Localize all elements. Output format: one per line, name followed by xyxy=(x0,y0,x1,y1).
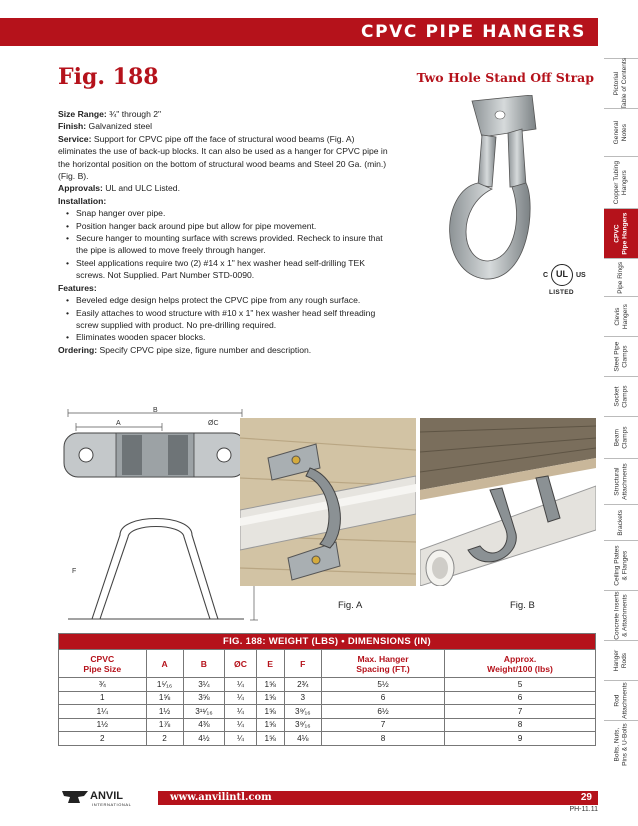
table-cell: 1⅝ xyxy=(146,691,183,705)
list-item: • Eliminates wooden spacer blocks. xyxy=(66,331,388,343)
section-tab-label: Pictorial xyxy=(613,71,621,96)
table-cell: 1½ xyxy=(146,705,183,719)
section-tab[interactable] xyxy=(604,680,638,720)
table-cell: 9 xyxy=(445,732,596,746)
table-cell: ¼ xyxy=(225,718,256,732)
table-caption-row xyxy=(59,634,596,650)
ul-listed-mark: C UL US LISTED xyxy=(543,262,591,300)
finish: Finish: Galvanized steel xyxy=(58,121,153,132)
section-tab[interactable] xyxy=(604,720,638,768)
table-cell: 2¾ xyxy=(284,678,321,692)
section-tab[interactable] xyxy=(604,504,638,540)
table-cell: 8 xyxy=(321,732,444,746)
table-cell: 1⅝ xyxy=(256,678,284,692)
spec-block xyxy=(58,108,388,356)
section-tab-label: Copper Tubing xyxy=(613,160,621,205)
col-header-spacing: Max. Hanger Spacing (FT.) xyxy=(321,650,444,678)
approvals: Approvals: UL and ULC Listed. xyxy=(58,183,180,194)
section-tab-label: Concrete Inserts xyxy=(613,591,621,640)
table-row xyxy=(59,678,596,692)
col-header-f: F xyxy=(284,650,321,678)
section-tab-label: Table of Contents xyxy=(621,57,629,110)
section-tab-label: Pins & U-Bolts xyxy=(621,723,629,766)
table-cell: 1¼ xyxy=(59,705,147,719)
section-tab-label: Hanger xyxy=(613,649,621,672)
svg-text:INTERNATIONAL: INTERNATIONAL xyxy=(92,802,132,807)
section-tab-label: CPVC xyxy=(613,224,621,243)
table-cell: 1⅝ xyxy=(256,732,284,746)
table-cell: 1⅞ xyxy=(146,718,183,732)
table-cell: 1⁵⁄₁₆ xyxy=(146,678,183,692)
table-cell: 5½ xyxy=(321,678,444,692)
dimension-drawing xyxy=(58,405,263,625)
section-tab-label: Brackets xyxy=(617,509,625,536)
col-header-pipe-size: CPVC Pipe Size xyxy=(59,650,147,678)
section-tab-label: Ceiling Plates xyxy=(613,545,621,586)
installation-list xyxy=(66,207,388,281)
section-tab-label: Socket xyxy=(613,386,621,407)
table-cell: 6½ xyxy=(321,705,444,719)
section-tab-label: Rod xyxy=(613,694,621,707)
section-tab-label: Hangers xyxy=(621,304,628,329)
dim-label-f: F xyxy=(72,568,77,575)
table-cell: 2 xyxy=(59,732,147,746)
table-cell: 1 xyxy=(59,691,147,705)
table-body xyxy=(59,678,596,746)
service: Service: Support for CPVC pipe off the face of structural wood beams (Fig. A) eliminates the use of back-up blocks. It can also be used as a hanger for CPVC pipe in the horizontal position on the bottom of structural wood beams and Steel 20 Ga. (min.) (Fig. B). xyxy=(58,133,388,182)
section-tab-label: Clamps xyxy=(620,426,628,449)
section-tab-label: Rods xyxy=(620,652,628,669)
table-header-row xyxy=(59,650,596,678)
section-tab[interactable] xyxy=(604,108,638,156)
footer xyxy=(58,784,598,808)
table-cell: 1⅝ xyxy=(256,718,284,732)
section-tab[interactable] xyxy=(604,458,638,504)
section-tab-label: Steel Pipe xyxy=(613,341,621,372)
section-tab-label: Bolts, Nuts, xyxy=(613,727,621,762)
section-tab-label: Attachments xyxy=(621,463,628,500)
list-item: • Steel applications require two (2) #14 x 1" hex washer head self-drilling TEK screws. Not Supplied. Part Number STD-0090. xyxy=(66,257,388,282)
table-cell: 1½ xyxy=(59,718,147,732)
section-tab[interactable] xyxy=(604,590,638,640)
section-tab[interactable] xyxy=(604,540,638,590)
document-code: PH-11.11 xyxy=(569,806,598,813)
table-cell: 3⅝ xyxy=(183,691,225,705)
section-tab[interactable] xyxy=(604,208,638,258)
section-tab[interactable] xyxy=(604,58,638,108)
list-item: • Beveled edge design helps protect the CPVC pipe from any rough surface. xyxy=(66,294,388,306)
table-cell: ¼ xyxy=(225,705,256,719)
dim-label-b: B xyxy=(153,407,158,414)
section-tab-label: & Attachments xyxy=(621,594,628,637)
list-item: • Position hanger back around pipe but allow for pipe movement. xyxy=(66,220,388,232)
page-number: 29 xyxy=(580,792,592,803)
figure-subtitle: Two Hole Stand Off Strap xyxy=(416,70,594,85)
website-link[interactable]: www.anvilintl.com xyxy=(170,792,272,803)
list-item: • Snap hanger over pipe. xyxy=(66,207,388,219)
list-item: • Secure hanger to mounting surface with screws provided. Recheck to insure that the pipe is allowed to move freely through hanger. xyxy=(66,232,388,257)
table-cell: ¼ xyxy=(225,691,256,705)
section-tab-label: Beam xyxy=(613,428,621,447)
section-tab-label: Notes xyxy=(621,123,628,142)
section-tab[interactable] xyxy=(604,416,638,458)
table-cell: 7 xyxy=(321,718,444,732)
header-bar xyxy=(0,18,598,46)
table-cell: 4½ xyxy=(183,732,225,746)
table-cell: 2 xyxy=(146,732,183,746)
caption-fig-a: Fig. A xyxy=(338,600,363,611)
col-header-c: ØC xyxy=(225,650,256,678)
section-tab-label: Structural xyxy=(613,467,621,496)
caption-fig-b: Fig. B xyxy=(510,600,535,611)
table-cell: 3⁹⁄₁₆ xyxy=(284,705,321,719)
section-tab-label: Pipe Hangers xyxy=(621,212,628,255)
table-cell: 1⅝ xyxy=(256,691,284,705)
col-header-b: B xyxy=(183,650,225,678)
table-caption: FIG. 188: WEIGHT (LBS) • DIMENSIONS (IN) xyxy=(59,634,596,650)
table-cell: 1⅝ xyxy=(256,705,284,719)
dimension-table xyxy=(58,633,596,746)
table-cell: 4⅛ xyxy=(284,732,321,746)
features-list xyxy=(66,294,388,344)
features-heading: Features: xyxy=(58,282,97,293)
installation-heading: Installation: xyxy=(58,195,107,206)
table-cell: 3¼ xyxy=(183,678,225,692)
col-header-a: A xyxy=(146,650,183,678)
section-tab-strip xyxy=(604,58,638,818)
ordering: Ordering: Specify CPVC pipe size, figure number and description. xyxy=(58,344,312,355)
section-tab-label: Attachments xyxy=(621,682,628,719)
table-row xyxy=(59,718,596,732)
table-cell: 7 xyxy=(445,705,596,719)
dim-label-c: ØC xyxy=(208,420,219,427)
table-cell: 5 xyxy=(445,678,596,692)
table-cell: 3¹¹⁄₁₆ xyxy=(183,705,225,719)
table-cell: ¾ xyxy=(59,678,147,692)
col-header-weight: Approx. Weight/100 (lbs) xyxy=(445,650,596,678)
table-row xyxy=(59,691,596,705)
table-row xyxy=(59,705,596,719)
section-tab[interactable] xyxy=(604,296,638,336)
list-item: • Easily attaches to wood structure with #10 x 1" hex washer head self threading screw supplied with product. No pre-drilling required. xyxy=(66,307,388,332)
size-range: Size Range: ¾" through 2" xyxy=(58,109,162,119)
section-tab-label: & Flanges xyxy=(621,550,629,581)
table-cell: 3⁹⁄₁₆ xyxy=(284,718,321,732)
section-tab-label: Clamps xyxy=(621,345,628,368)
section-tab[interactable] xyxy=(604,258,638,296)
installation-photo-b xyxy=(420,418,596,586)
figure-title: Fig. 188 xyxy=(58,64,159,90)
section-tab[interactable] xyxy=(604,156,638,208)
table-cell: ¼ xyxy=(225,678,256,692)
section-tab-label: Clevis xyxy=(613,307,621,326)
section-tab-label: Clamps xyxy=(620,385,628,408)
svg-text:ANVIL: ANVIL xyxy=(90,790,123,802)
dim-label-a: A xyxy=(116,420,121,427)
table-cell: 3 xyxy=(284,691,321,705)
section-title: CPVC PIPE HANGERS xyxy=(361,22,586,42)
table-cell: 6 xyxy=(321,691,444,705)
section-tab[interactable] xyxy=(604,376,638,416)
section-tab[interactable] xyxy=(604,336,638,376)
col-header-e: E xyxy=(256,650,284,678)
table-cell: 6 xyxy=(445,691,596,705)
section-tab-label: General xyxy=(613,120,621,145)
table-row xyxy=(59,732,596,746)
installation-photo-a xyxy=(240,418,416,586)
section-tab-label: Pipe Rings xyxy=(617,261,625,294)
hanger-product-image xyxy=(430,95,540,285)
anvil-logo xyxy=(58,784,158,808)
table-cell: 8 xyxy=(445,718,596,732)
ul-logo: UL xyxy=(551,264,573,286)
section-tab[interactable] xyxy=(604,640,638,680)
section-tab-label: Hangers xyxy=(621,170,629,195)
table-cell: ¼ xyxy=(225,732,256,746)
table-cell: 4⅜ xyxy=(183,718,225,732)
